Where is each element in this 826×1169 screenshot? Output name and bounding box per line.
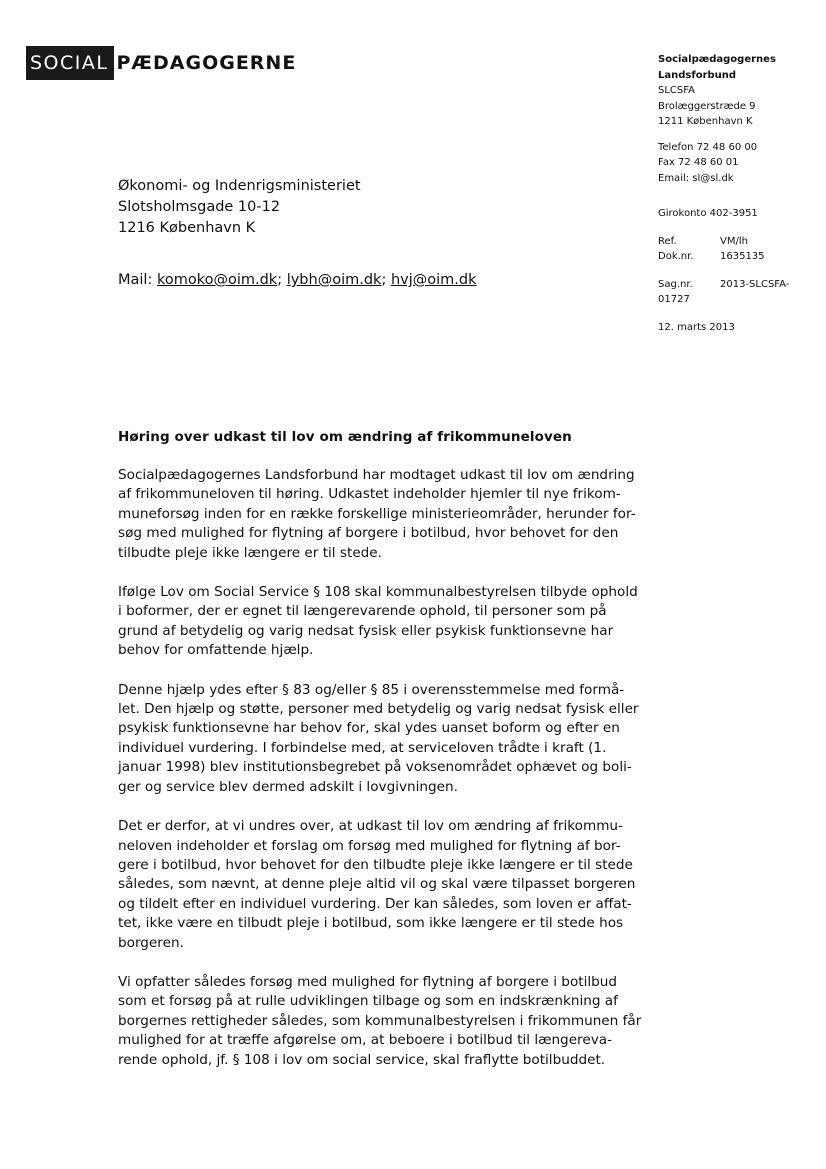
paragraph-line: muneforsøg inden for en række forskellige ministerieområder, herunder for-: [118, 505, 636, 522]
mail-label: Mail:: [118, 272, 153, 288]
sender-email: Email: sl@sl.dk: [658, 172, 734, 184]
paragraph-line: behov for omfattende hjælp.: [118, 642, 314, 659]
mail-separator: ;: [277, 272, 283, 288]
sag-label: Sag.nr.: [658, 278, 693, 290]
sender-street: Brolæggerstræde 9: [658, 100, 756, 112]
sender-phone: Telefon 72 48 60 00: [658, 141, 758, 153]
paragraph-line: således, som nævnt, at denne pleje altid vil og skal være tilpasset borgeren: [118, 876, 636, 893]
paragraph-line: ger og service blev dermed adskilt i lovgivningen.: [118, 778, 458, 795]
email-link-lybh[interactable]: lybh@oim.dk: [286, 272, 382, 288]
recipient-line3: 1216 København K: [118, 220, 256, 236]
paragraph-line: januar 1998) blev institutionsbegrebet på voksenområdet ophævet og boli-: [118, 759, 632, 776]
dok-label: Dok.nr.: [658, 251, 694, 262]
sag-row: [658, 277, 818, 293]
paragraph-line: grund af betydelig og varig nedsat fysisk eller psykisk funktionsevne har: [118, 622, 614, 639]
paragraph-line: neloven indeholder et forslag om forsøg med mulighed for flytning af bor-: [118, 837, 621, 854]
email-link-hvj[interactable]: hvj@oim.dk: [390, 272, 477, 288]
paragraph-line: som et forsøg på at rulle udviklingen tilbage og som en indskrænkning af: [118, 993, 618, 1010]
paragraph-line: borgeren.: [118, 934, 184, 951]
sender-fax: Fax 72 48 60 01: [658, 157, 739, 168]
sender-city: 1211 København K: [658, 116, 753, 127]
paragraph-line: Socialpædagogernes Landsforbund har modtaget udkast til lov om ændring: [118, 467, 635, 483]
paragraph-line: i boformer, der er egnet til længerevarende ophold, til personer som på: [118, 603, 607, 620]
letter-date: 12. marts 2013: [658, 321, 735, 333]
paragraph-line: af frikommuneloven til høring. Udkastet indeholder hjemler til nye frikom-: [118, 486, 621, 503]
sender-name-line1: Socialpædagogernes: [658, 54, 776, 65]
mail-line: [118, 272, 476, 288]
logo-paedagogerne-text: PÆDAGOGERNE: [116, 52, 297, 74]
paragraph-line: Ifølge Lov om Social Service § 108 skal kommunalbestyrelsen tilbyde ophold: [118, 584, 638, 601]
paragraph-line: Denne hjælp ydes efter § 83 og/eller § 85 i overensstemmelse med formå-: [118, 681, 625, 698]
body-paragraph: [118, 583, 663, 661]
ref-row: [658, 234, 818, 250]
sag-value: 2013-SLCSFA-: [720, 278, 790, 290]
ref-label: Ref.: [658, 235, 677, 247]
dok-value: 1635135: [720, 251, 765, 262]
email-link-komoko[interactable]: komoko@oim.dk: [156, 272, 278, 288]
body-paragraph: [118, 466, 663, 563]
recipient-line1: Økonomi- og Indenrigsministeriet: [118, 178, 361, 194]
paragraph-line: mulighed for at træffe afgørelse om, at beboere i botilbud til længereva-: [118, 1032, 612, 1049]
mail-separator: ;: [381, 272, 387, 288]
paragraph-line: søg med mulighed for flytning af borgere i botilbud, hvor behovet for den: [118, 525, 619, 542]
sender-abbreviation: SLCSFA: [658, 85, 695, 96]
organization-logo: [26, 46, 296, 80]
sag-value-continued: 01727: [658, 294, 690, 305]
paragraph-line: Vi opfatter således forsøg med mulighed for flytning af borgere i botilbud: [118, 973, 618, 990]
recipient-line2: Slotsholmsgade 10-12: [118, 199, 281, 215]
paragraph-line: gere i botilbud, hvor behovet for den tilbudte pleje ikke længere er til stede: [118, 856, 633, 873]
paragraph-line: let. Den hjælp og støtte, personer med betydelig og varig nedsat fysisk eller: [118, 701, 639, 718]
paragraph-line: og tildelt efter en individuel vurdering. Der kan således, som loven er affat-: [118, 895, 632, 912]
body-paragraph: [118, 817, 663, 953]
recipient-address: [118, 176, 361, 239]
paragraph-line: psykisk funktionsevne har behov for, skal ydes uanset boform og efter en: [118, 720, 620, 737]
logo-social-text: SOCIAL: [26, 46, 114, 80]
body-paragraph: [118, 681, 663, 797]
paragraph-line: individuel vurdering. I forbindelse med, at serviceloven trådte i kraft (1.: [118, 739, 607, 756]
body-paragraph: [118, 973, 663, 1070]
dok-row: [658, 249, 818, 265]
paragraph-line: borgernes rettigheder således, som kommunalbestyrelsen i frikommunen får: [118, 1012, 642, 1029]
paragraph-line: tilbudte pleje ikke længere er til stede.: [118, 544, 382, 561]
paragraph-line: rende ophold, jf. § 108 i lov om social service, skal fraflytte botilbuddet.: [118, 1051, 606, 1068]
ref-value: VM/lh: [720, 235, 748, 247]
paragraph-line: tet, ikke være en tilbudt pleje i botilbud, som ikke længere er til stede hos: [118, 915, 624, 932]
sender-giro: Girokonto 402-3951: [658, 208, 758, 219]
letter-body: [118, 466, 663, 1090]
sender-name-line2: Landsforbund: [658, 69, 737, 81]
letter-heading: Høring over udkast til lov om ændring af frikommuneloven: [118, 429, 572, 445]
sender-info-block: [658, 52, 818, 335]
paragraph-line: Det er derfor, at vi undres over, at udkast til lov om ændring af frikommu-: [118, 818, 623, 835]
